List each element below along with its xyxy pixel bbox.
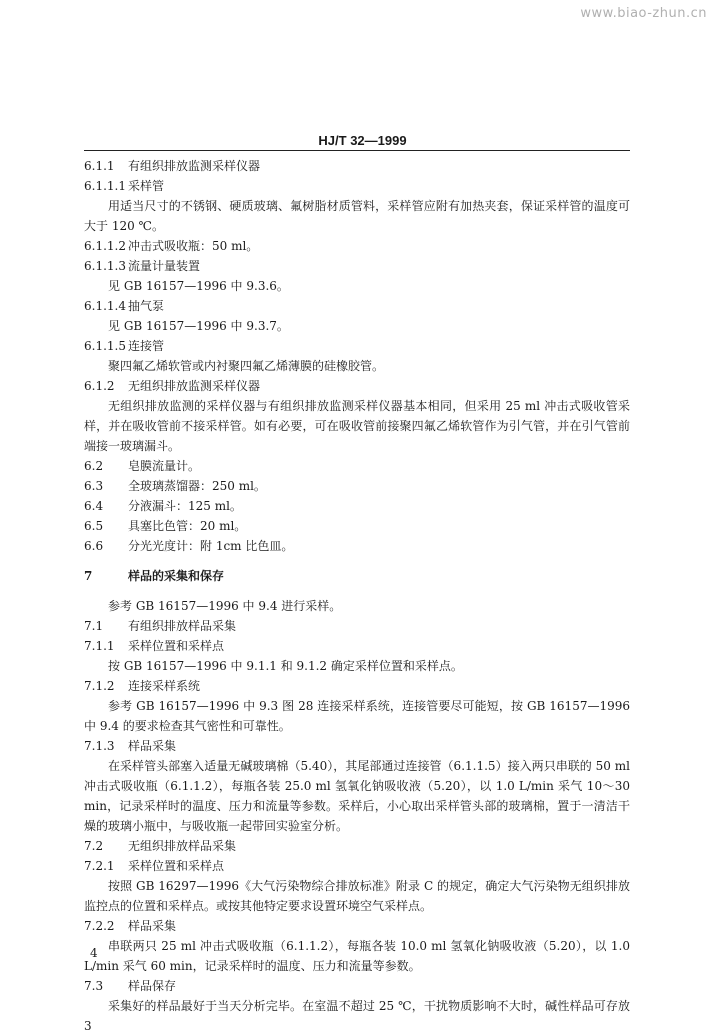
clause-title: 有组织排放监测采样仪器	[128, 159, 261, 173]
clause-title: 样品采集	[128, 919, 177, 933]
clause-title: 流量计量装置	[128, 259, 201, 273]
clause-heading	[84, 496, 630, 516]
clause-number: 6.1.1	[84, 159, 115, 173]
clause-title: 样品保存	[128, 979, 177, 993]
clause-title: 采样管	[128, 179, 165, 193]
clause-number: 6.6	[84, 539, 104, 553]
paragraph: 聚四氟乙烯软管或内衬聚四氟乙烯薄膜的硅橡胶管。	[108, 359, 385, 373]
page-number: 4	[90, 946, 98, 960]
paragraph: 串联两只 25 ml 冲击式吸收瓶（6.1.1.2），每瓶各装 10.0 ml 氢氧化钠吸收液（5.20），以 1.0 L/min 采气 60 min，记录采样时的温度、压力和流量等参数。	[84, 939, 630, 973]
clause-number: 6.3	[84, 479, 104, 493]
clause-title: 样品采集	[128, 739, 177, 753]
clause-number: 7.1.2	[84, 679, 115, 693]
clause-heading	[84, 376, 630, 396]
clause-title: 采样位置和采样点	[128, 859, 225, 873]
paragraph: 见 GB 16157—1996 中 9.3.6。	[108, 279, 289, 293]
clause-heading	[84, 256, 630, 276]
clause-number: 7.2.1	[84, 859, 115, 873]
clause-title: 分光光度计：附 1cm 比色皿。	[128, 539, 294, 553]
clause-number: 6.1.1.2	[84, 239, 126, 253]
clause-heading	[84, 536, 630, 556]
clause-number: 6.1.1.4	[84, 299, 126, 313]
clause-number: 6.5	[84, 519, 104, 533]
clause-number: 7.2.2	[84, 919, 115, 933]
clause-title: 无组织排放样品采集	[128, 839, 237, 853]
clause-heading	[84, 976, 630, 996]
clause-number: 6.1.2	[84, 379, 115, 393]
clause-heading	[84, 516, 630, 536]
clause-number: 7.1.3	[84, 739, 115, 753]
paragraph: 参考 GB 16157—1996 中 9.4 进行采样。	[108, 599, 342, 613]
clause-heading	[84, 156, 630, 176]
paragraph: 在采样管头部塞入适量无碱玻璃棉（5.40），其尾部通过连接管（6.1.1.5）接入两只串联的 50 ml 冲击式吸收瓶（6.1.1.2），每瓶各装 25.0 ml 氢氧化钠吸收液（5.20），以 1.0 L/min 采气 10～30 min，记录采样时的温度、压力和流量等参数。采样后，小心取出采样管头部的玻璃棉，置于一清洁干燥的玻璃小瓶中，与吸收瓶一起带回实验室分析。	[84, 759, 630, 833]
paragraph: 按照 GB 16297—1996《大气污染物综合排放标准》附录 C 的规定，确定大气污染物无组织排放监控点的位置和采样点。或按其他特定要求设置环境空气采样点。	[84, 879, 630, 913]
clause-number: 7.1	[84, 619, 104, 633]
clause-title: 有组织排放样品采集	[128, 619, 237, 633]
watermark: www.biao-zhun.cn	[580, 6, 707, 21]
section-heading	[84, 566, 630, 586]
clause-heading	[84, 616, 630, 636]
document-header: HJ/T 32—1999	[318, 133, 407, 148]
clause-heading	[84, 916, 630, 936]
clause-number: 7.2	[84, 839, 104, 853]
clause-heading	[84, 636, 630, 656]
clause-title: 皂膜流量计。	[128, 459, 201, 473]
clause-number: 6.1.1.1	[84, 179, 126, 193]
clause-number: 7	[84, 569, 93, 583]
clause-heading	[84, 456, 630, 476]
clause-heading	[84, 336, 630, 356]
clause-heading	[84, 856, 630, 876]
clause-title: 采样位置和采样点	[128, 639, 225, 653]
clause-title: 无组织排放监测采样仪器	[128, 379, 261, 393]
clause-title: 抽气泵	[128, 299, 165, 313]
clause-number: 7.1.1	[84, 639, 115, 653]
clause-heading	[84, 476, 630, 496]
clause-title: 连接管	[128, 339, 165, 353]
clause-heading	[84, 296, 630, 316]
clause-number: 7.3	[84, 979, 104, 993]
paragraph: 参考 GB 16157—1996 中 9.3 图 28 连接采样系统，连接管要尽可能短，按 GB 16157—1996 中 9.4 的要求检查其气密性和可靠性。	[84, 699, 630, 733]
clause-heading	[84, 176, 630, 196]
clause-title: 全玻璃蒸馏器：250 ml。	[128, 479, 266, 493]
clause-number: 6.4	[84, 499, 104, 513]
paragraph: 采集好的样品最好于当天分析完毕。在室温不超过 25 ℃，干扰物质影响不大时，碱性样品可存放 3	[84, 999, 630, 1033]
header-rule	[84, 150, 630, 151]
clause-number: 6.1.1.5	[84, 339, 126, 353]
paragraph: 按 GB 16157—1996 中 9.1.1 和 9.1.2 确定采样位置和采样点。	[108, 659, 463, 673]
clause-title: 具塞比色管：20 ml。	[128, 519, 247, 533]
clause-title: 分液漏斗：125 ml。	[128, 499, 242, 513]
clause-heading	[84, 236, 630, 256]
paragraph: 用适当尺寸的不锈钢、硬质玻璃、氟树脂材质管料，采样管应附有加热夹套，保证采样管的温度可大于 120 ℃。	[84, 199, 630, 233]
clause-heading	[84, 736, 630, 756]
clause-number: 6.2	[84, 459, 104, 473]
paragraph: 见 GB 16157—1996 中 9.3.7。	[108, 319, 289, 333]
clause-heading	[84, 676, 630, 696]
clause-heading	[84, 836, 630, 856]
clause-title: 连接采样系统	[128, 679, 201, 693]
clause-number: 6.1.1.3	[84, 259, 126, 273]
document-body	[84, 156, 630, 1036]
clause-title: 样品的采集和保存	[128, 569, 225, 583]
clause-title: 冲击式吸收瓶：50 ml。	[128, 239, 259, 253]
paragraph: 无组织排放监测的采样仪器与有组织排放监测采样仪器基本相同，但采用 25 ml 冲击式吸收管采样，并在吸收管前不接采样管。如有必要，可在吸收管前接聚四氟乙烯软管作为引气管，并在引气管前端接一玻璃漏斗。	[84, 399, 630, 453]
